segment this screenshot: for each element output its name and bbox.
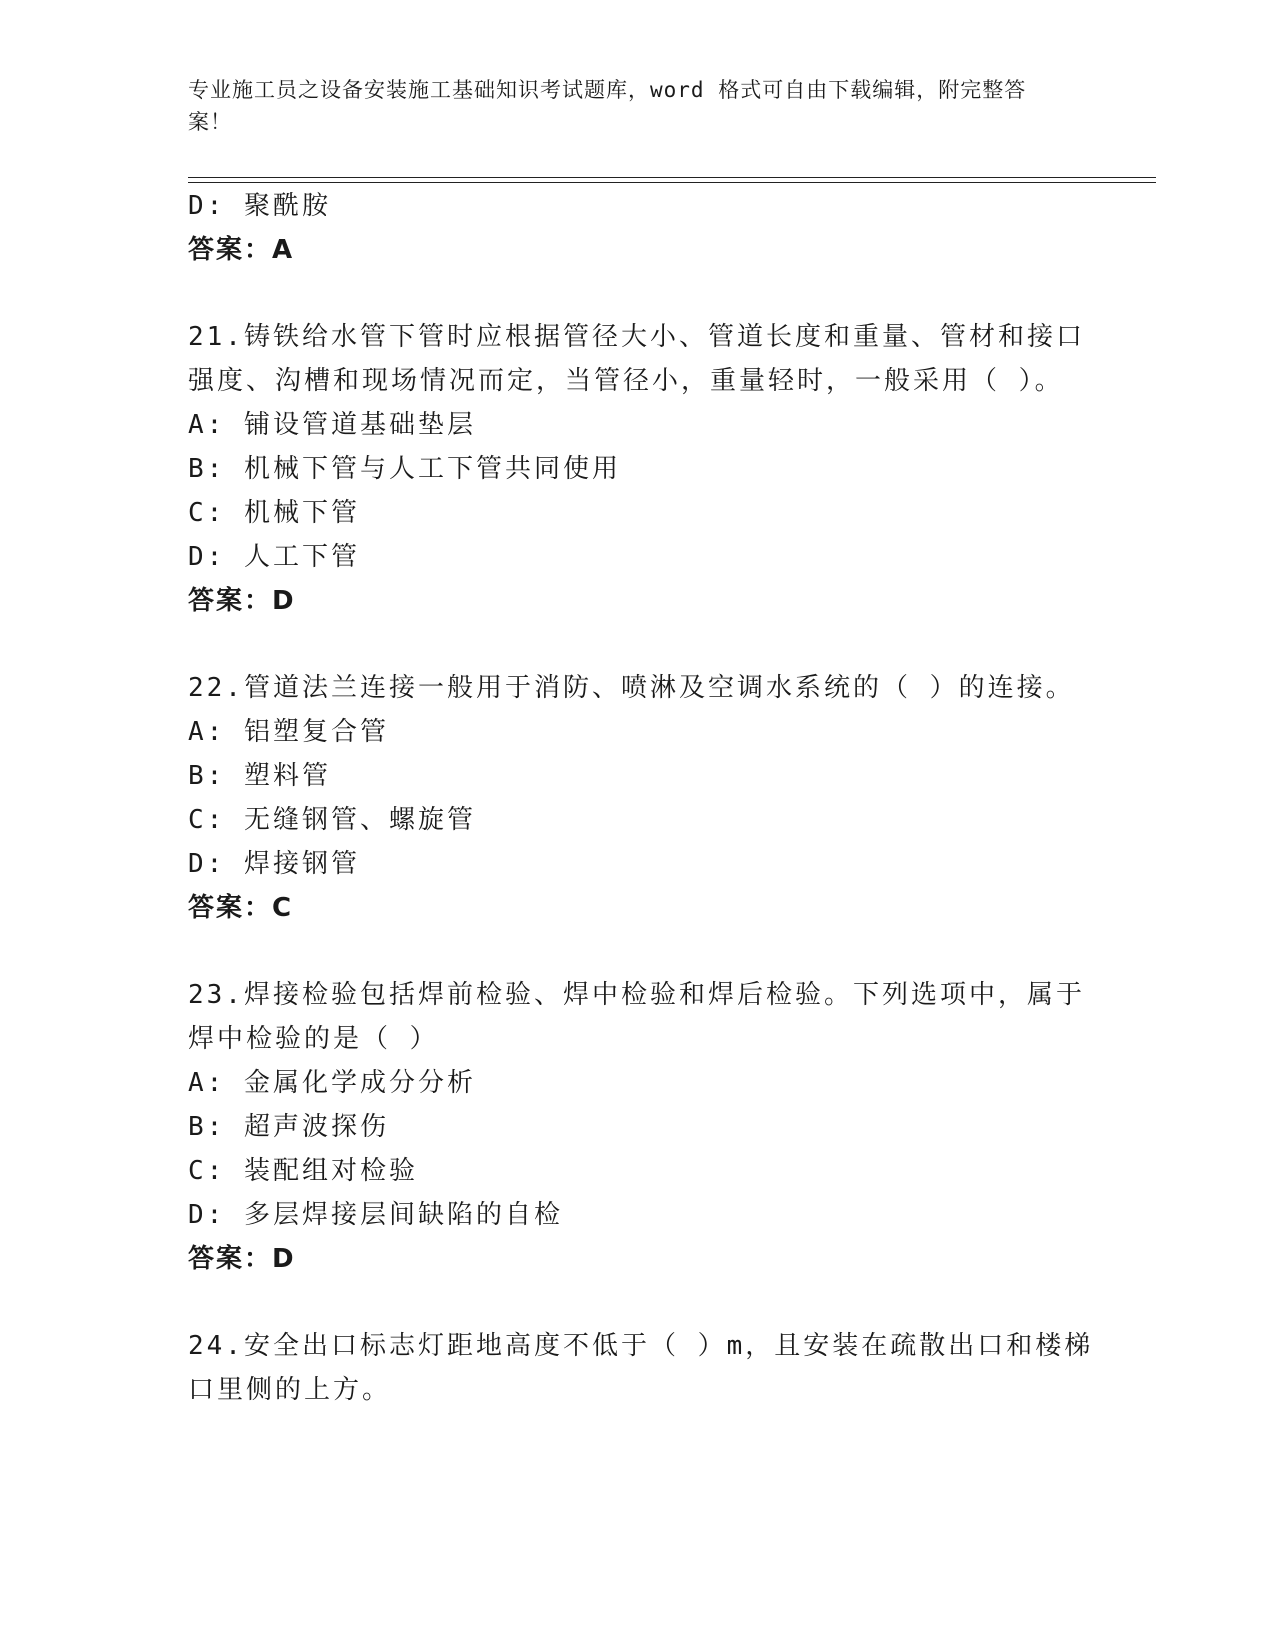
q24-stem-line2: 口里侧的上方。 [188, 1375, 392, 1405]
q21-stem-line2: 强度、沟槽和现场情况而定，当管径小，重量轻时，一般采用（ ）。 [188, 366, 1064, 396]
q23-option-a: A: 金属化学成分分析 [188, 1068, 476, 1098]
q23-answer: 答案：D [188, 1244, 296, 1274]
prev-option-d: D: 聚酰胺 [188, 191, 331, 221]
q21-option-a: A: 铺设管道基础垫层 [188, 410, 476, 440]
q21-option-d: D: 人工下管 [188, 542, 360, 572]
header-divider-bottom [188, 182, 1156, 183]
q21-option-c: C: 机械下管 [188, 498, 360, 528]
q22-answer: 答案：C [188, 893, 294, 923]
header-divider-top [188, 177, 1156, 178]
prev-answer: 答案：A [188, 235, 295, 265]
q21-answer: 答案：D [188, 586, 296, 616]
q23-stem-line2: 焊中检验的是（ ） [188, 1024, 439, 1054]
q23-option-d: D: 多层焊接层间缺陷的自检 [188, 1200, 563, 1230]
document-header: 专业施工员之设备安装施工基础知识考试题库，word 格式可自由下载编辑，附完整答案！ [188, 78, 1027, 134]
q23-stem-line1: 23.焊接检验包括焊前检验、焊中检验和焊后检验。下列选项中，属于 [188, 980, 1085, 1010]
q22-option-a: A: 铝塑复合管 [188, 717, 389, 747]
q23-option-b: B: 超声波探伤 [188, 1112, 389, 1142]
q21-option-b: B: 机械下管与人工下管共同使用 [188, 454, 621, 484]
q22-option-d: D: 焊接钢管 [188, 849, 360, 879]
q21-stem-line1: 21.铸铁给水管下管时应根据管径大小、管道长度和重量、管材和接口 [188, 322, 1085, 352]
q22-stem-line1: 22.管道法兰连接一般用于消防、喷淋及空调水系统的（ ）的连接。 [188, 673, 1075, 703]
q22-option-b: B: 塑料管 [188, 761, 331, 791]
q22-option-c: C: 无缝钢管、螺旋管 [188, 805, 476, 835]
q23-option-c: C: 装配组对检验 [188, 1156, 418, 1186]
q24-stem-line1: 24.安全出口标志灯距地高度不低于（ ）m，且安装在疏散出口和楼梯 [188, 1331, 1094, 1361]
